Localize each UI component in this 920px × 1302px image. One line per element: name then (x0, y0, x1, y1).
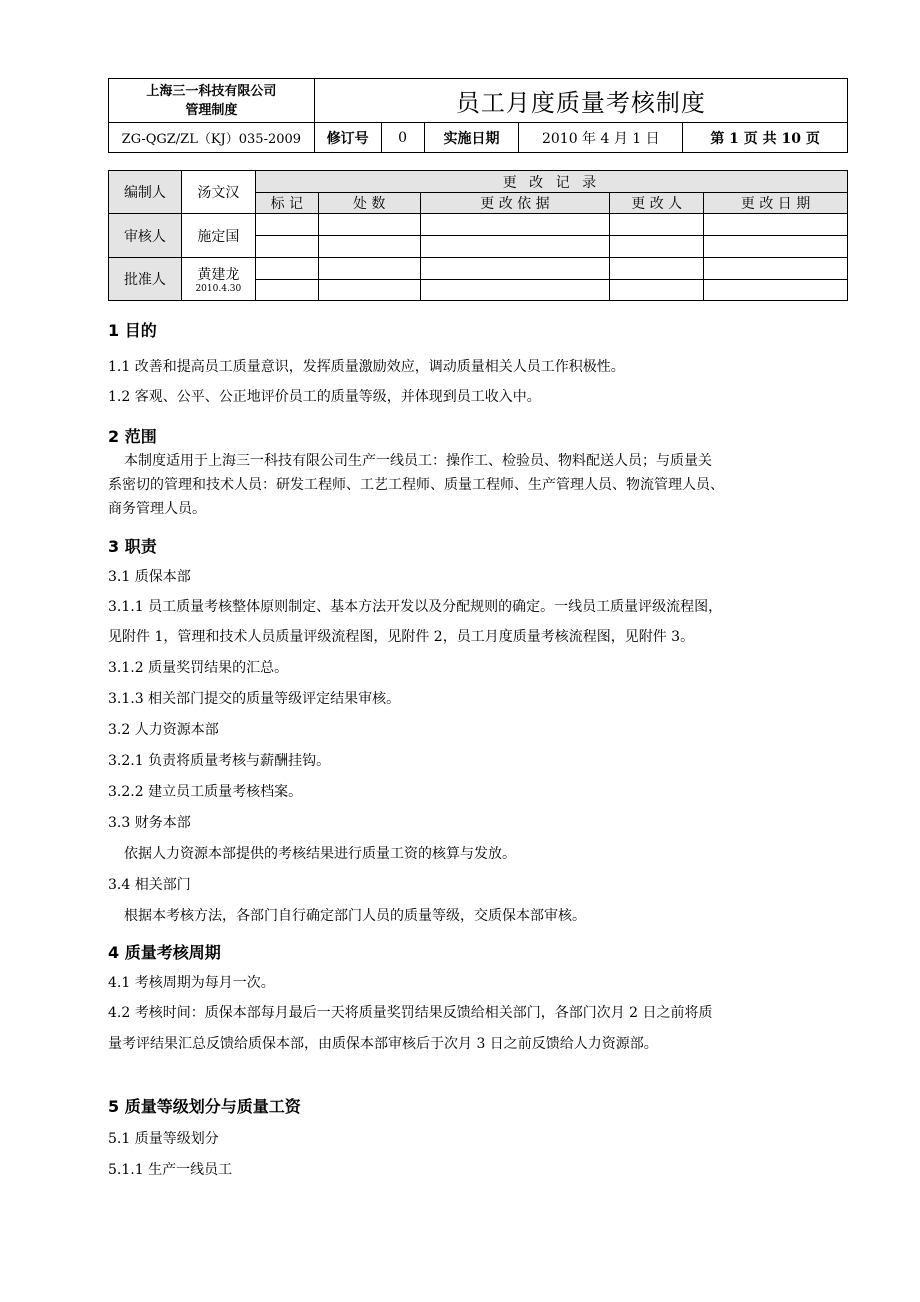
record-cell (255, 236, 318, 258)
paragraph-5-1: 5.1 质量等级划分 (108, 1131, 219, 1147)
paragraph-3-1-2: 3.1.2 质量奖罚结果的汇总。 (108, 660, 289, 676)
record-cell (420, 214, 610, 236)
paragraph-2-line-3: 商务管理人员。 (108, 501, 206, 517)
paragraph-1-2: 1.2 客观、公平、公正地评价员工的质量等级，并体现到员工收入中。 (108, 389, 541, 405)
impl-date: 2010 年 4 月 1 日 (519, 123, 683, 153)
record-cell (318, 258, 420, 280)
document-title: 员工月度质量考核制度 (314, 79, 847, 123)
col-mark: 标 记 (255, 193, 318, 214)
compiler-label: 编制人 (109, 171, 182, 214)
record-cell (704, 280, 848, 301)
revision-value: 0 (381, 123, 424, 153)
col-basis: 更 改 依 据 (420, 193, 610, 214)
company-name: 上海三一科技有限公司 (146, 83, 277, 99)
page-info: 第 1 页 共 10 页 (683, 123, 848, 153)
col-count: 处 数 (318, 193, 420, 214)
approve-date: 2010.4.30 (195, 283, 242, 294)
approver-cell (181, 258, 255, 301)
record-cell (255, 258, 318, 280)
record-cell (318, 280, 420, 301)
paragraph-4-2-a: 4.2 考核时间：质保本部每月最后一天将质量奖罚结果反馈给相关部门，各部门次月 2 日之前将质 (108, 1005, 713, 1021)
record-cell (610, 280, 704, 301)
col-date: 更 改 日 期 (704, 193, 848, 214)
paragraph-1-1: 1.1 改善和提高员工质量意识，发挥质量激励效应，调动质量相关人员工作积极性。 (108, 359, 625, 375)
paragraph-2-line-2: 系密切的管理和技术人员：研发工程师、工艺工程师、质量工程师、生产管理人员、物流管理人员、 (108, 477, 724, 493)
record-cell (420, 258, 610, 280)
paragraph-4-2-b: 量考评结果汇总反馈给质保本部，由质保本部审核后于次月 3 日之前反馈给人力资源部。 (108, 1036, 658, 1052)
document-header-table (108, 78, 848, 153)
paragraph-3-1-1-a: 3.1.1 员工质量考核整体原则制定、基本方法开发以及分配规则的确定。一线员工质量评级流程图， (108, 599, 723, 615)
section-5-heading: 5 质量等级划分与质量工资 (108, 1097, 301, 1116)
paragraph-5-1-1: 5.1.1 生产一线员工 (108, 1162, 233, 1178)
system-name: 管理制度 (185, 102, 238, 118)
record-cell (420, 236, 610, 258)
reviewer-label: 审核人 (109, 214, 182, 258)
record-cell (318, 236, 420, 258)
col-person: 更 改 人 (610, 193, 704, 214)
paragraph-3-4: 3.4 相关部门 (108, 877, 191, 893)
paragraph-3-3: 3.3 财务本部 (108, 815, 191, 831)
approver-label: 批准人 (109, 258, 182, 301)
approver-name: 黄建龙 (197, 266, 240, 283)
record-cell (318, 214, 420, 236)
paragraph-3-2-2: 3.2.2 建立员工质量考核档案。 (108, 784, 303, 800)
change-record-title: 更 改 记 录 (255, 171, 847, 193)
paragraph-3-2-1: 3.2.1 负责将质量考核与薪酬挂钩。 (108, 753, 331, 769)
impl-date-label: 实施日期 (424, 123, 519, 153)
section-4-heading: 4 质量考核周期 (108, 943, 221, 962)
record-cell (610, 236, 704, 258)
document-number: ZG-QGZ/ZL（KJ）035-2009 (109, 123, 315, 153)
record-cell (255, 214, 318, 236)
paragraph-3-2: 3.2 人力资源本部 (108, 722, 219, 738)
paragraph-3-4-text: 根据本考核方法，各部门自行确定部门人员的质量等级，交质保本部审核。 (124, 908, 586, 924)
record-cell (610, 214, 704, 236)
record-cell (704, 236, 848, 258)
section-1-heading: 1 目的 (108, 321, 157, 340)
compiler-name: 汤文汉 (181, 171, 255, 214)
record-cell (255, 280, 318, 301)
section-2-heading: 2 范围 (108, 427, 157, 446)
paragraph-4-1: 4.1 考核周期为每月一次。 (108, 975, 275, 991)
section-3-heading: 3 职责 (108, 537, 157, 556)
company-cell (109, 79, 315, 123)
revision-label: 修订号 (314, 123, 381, 153)
paragraph-3-3-text: 依据人力资源本部提供的考核结果进行质量工资的核算与发放。 (124, 846, 516, 862)
paragraph-3-1: 3.1 质保本部 (108, 569, 191, 585)
record-cell (420, 280, 610, 301)
paragraph-3-1-1-b: 见附件 1，管理和技术人员质量评级流程图，见附件 2，员工月度质量考核流程图，见附件 3。 (108, 629, 695, 645)
record-cell (704, 258, 848, 280)
record-cell (610, 258, 704, 280)
revision-record-table (108, 170, 848, 301)
reviewer-name: 施定国 (181, 214, 255, 258)
record-cell (704, 214, 848, 236)
paragraph-2-line-1: 本制度适用于上海三一科技有限公司生产一线员工：操作工、检验员、物料配送人员；与质量关 (124, 453, 712, 469)
paragraph-3-1-3: 3.1.3 相关部门提交的质量等级评定结果审核。 (108, 691, 401, 707)
